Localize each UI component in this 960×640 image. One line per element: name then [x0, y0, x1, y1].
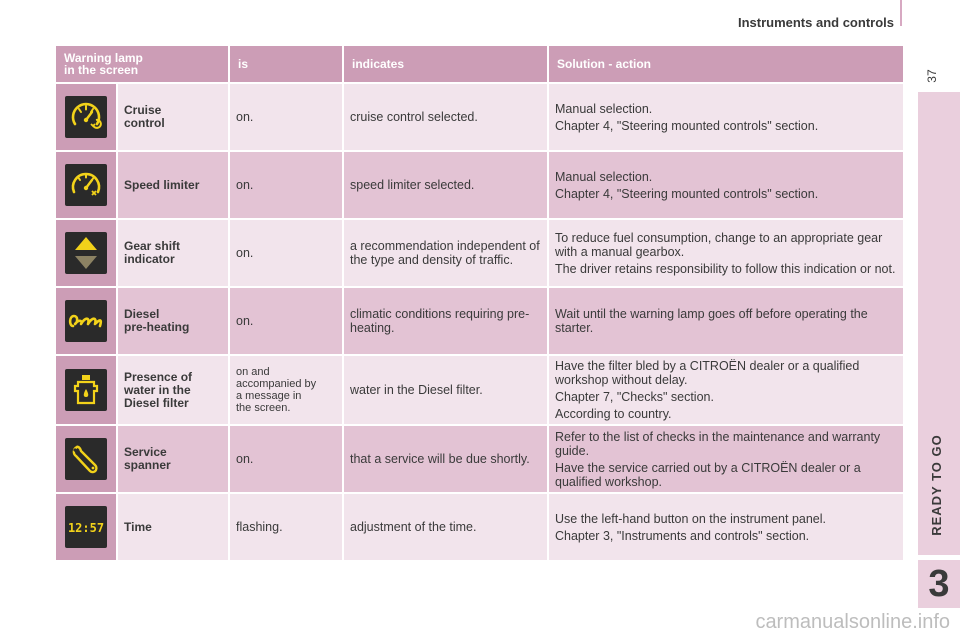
- table-row: [56, 426, 903, 492]
- lamp-solution: [549, 84, 903, 150]
- solution-line: Manual selection.: [555, 169, 653, 184]
- speed-limiter-icon: [65, 164, 107, 206]
- chapter-label-text: READY TO GO: [929, 434, 944, 536]
- solution-line: Chapter 4, "Steering mounted controls" section.: [555, 186, 819, 201]
- lamp-name: Service spanner: [118, 426, 230, 492]
- page-number: 37: [925, 69, 939, 83]
- lamp-state: on.: [230, 84, 344, 150]
- lamp-indicates: a recommendation independent of the type and density of traffic.: [344, 220, 549, 286]
- icon-cell: [56, 220, 118, 286]
- lamp-state: on and accompanied by a message in the screen.: [230, 356, 344, 424]
- header-divider: [900, 0, 902, 26]
- cruise-control-icon: [65, 96, 107, 138]
- lamp-state: on.: [230, 426, 344, 492]
- solution-line: Manual selection.: [555, 101, 653, 116]
- lamp-indicates: cruise control selected.: [344, 84, 549, 150]
- icon-cell: [56, 84, 118, 150]
- solution-line: Have the filter bled by a CITROËN dealer or a qualified workshop without delay.: [555, 359, 860, 387]
- watermark-text: carmanualsonline.info: [755, 611, 950, 633]
- solution-line: Use the left-hand button on the instrument panel.: [555, 511, 827, 526]
- clock-display-text: 12:57: [67, 521, 105, 535]
- table-row: [56, 220, 903, 286]
- icon-cell: [56, 288, 118, 354]
- service-spanner-icon: [65, 438, 107, 480]
- page-header-title: Instruments and controls: [737, 15, 894, 30]
- lamp-indicates: that a service will be due shortly.: [344, 426, 549, 492]
- lamp-indicates: adjustment of the time.: [344, 494, 549, 560]
- solution-line: Chapter 4, "Steering mounted controls" section.: [555, 118, 819, 133]
- lamp-indicates: water in the Diesel filter.: [344, 356, 549, 424]
- solution-line: Have the service carried out by a CITROËN dealer or a qualified workshop.: [555, 460, 861, 489]
- solution-line: Chapter 7, "Checks" section.: [555, 390, 714, 404]
- lamp-state: on.: [230, 152, 344, 218]
- solution-line: To reduce fuel consumption, change to an appropriate gear with a manual gearbox.: [555, 230, 883, 259]
- icon-cell: [56, 152, 118, 218]
- lamp-solution: [549, 494, 903, 560]
- solution-line: Wait until the warning lamp goes off before operating the starter.: [555, 307, 868, 335]
- table-row: [56, 356, 903, 424]
- lamp-state: on.: [230, 220, 344, 286]
- chapter-label: [922, 434, 952, 536]
- lamp-state: on.: [230, 288, 344, 354]
- icon-cell: [56, 426, 118, 492]
- solution-line: Refer to the list of checks in the maintenance and warranty guide.: [555, 429, 881, 458]
- table-header-row: [56, 46, 903, 82]
- lamp-indicates: climatic conditions requiring pre-heating.: [344, 288, 549, 354]
- lamp-state: flashing.: [230, 494, 344, 560]
- lamp-solution: [549, 152, 903, 218]
- water-in-diesel-icon: [65, 369, 107, 411]
- solution-line: Chapter 3, "Instruments and controls" section.: [555, 528, 810, 543]
- icon-cell: [56, 356, 118, 424]
- chapter-number: 3: [928, 563, 950, 605]
- lamp-name: Time: [118, 494, 230, 560]
- header-solution: Solution - action: [549, 46, 903, 82]
- header-is: is: [230, 46, 344, 82]
- table-row: [56, 84, 903, 150]
- solution-line: The driver retains responsibility to follow this indication or not.: [555, 261, 896, 276]
- header-indicates: indicates: [344, 46, 549, 82]
- lamp-name: Diesel pre-heating: [118, 288, 230, 354]
- header-lamp: Warning lamp in the screen: [56, 46, 230, 82]
- gear-shift-indicator-icon: [65, 232, 107, 274]
- lamp-name: Cruise control: [118, 84, 230, 150]
- clock-display-icon: [65, 506, 107, 548]
- lamp-name: Presence of water in the Diesel filter: [118, 356, 230, 424]
- diesel-preheating-icon: [65, 300, 107, 342]
- icon-cell: [56, 494, 118, 560]
- lamp-name: Speed limiter: [118, 152, 230, 218]
- lamp-solution: [549, 288, 903, 354]
- table-row: [56, 494, 903, 560]
- lamp-solution: [549, 356, 903, 424]
- table-row: [56, 288, 903, 354]
- lamp-name: Gear shift indicator: [118, 220, 230, 286]
- warning-lamp-table: [56, 44, 903, 562]
- lamp-solution: [549, 220, 903, 286]
- solution-line: According to country.: [555, 407, 672, 421]
- lamp-solution: [549, 426, 903, 492]
- table-row: [56, 152, 903, 218]
- lamp-indicates: speed limiter selected.: [344, 152, 549, 218]
